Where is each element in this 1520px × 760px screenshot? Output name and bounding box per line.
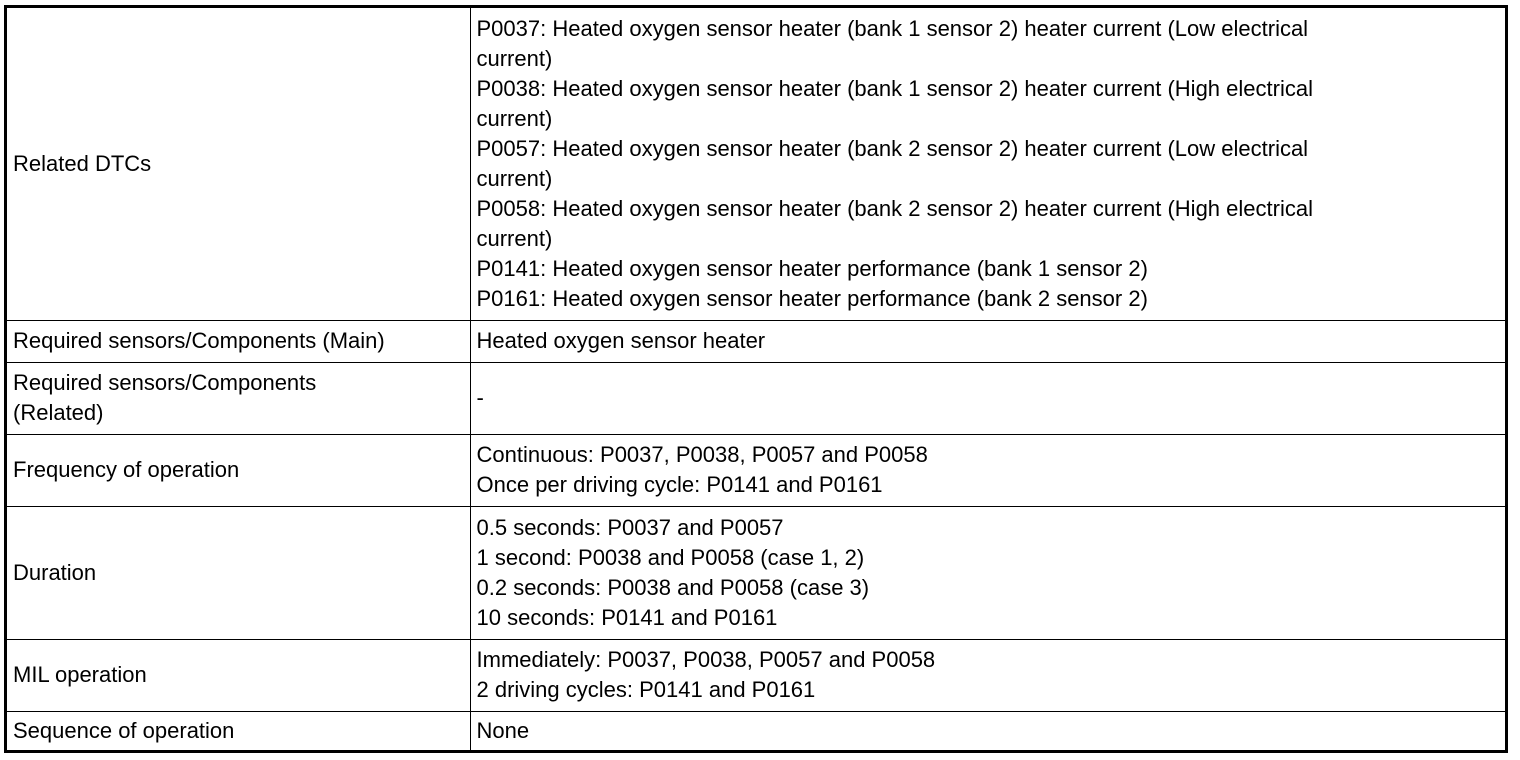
value-line: P0161: Heated oxygen sensor heater performance (bank 2 sensor 2) bbox=[476, 285, 1148, 311]
value-line: P0057: Heated oxygen sensor heater (bank 2 sensor 2) heater current (Low electrical bbox=[476, 135, 1309, 161]
label-line: (Related) bbox=[13, 400, 104, 425]
row-value bbox=[470, 320, 1505, 362]
value-line: current) bbox=[476, 225, 553, 251]
value-line: 1 second: P0038 and P0058 (case 1, 2) bbox=[476, 544, 865, 570]
table-row-required-main bbox=[7, 320, 1505, 362]
row-label: Related DTCs bbox=[7, 8, 470, 320]
table-row-frequency bbox=[7, 434, 1505, 506]
table-row-related-dtcs bbox=[7, 8, 1505, 320]
monitor-spec-table bbox=[7, 8, 1505, 750]
table-row-duration bbox=[7, 506, 1505, 639]
table-row-sequence bbox=[7, 711, 1505, 750]
row-label: Duration bbox=[7, 506, 470, 639]
row-value bbox=[470, 506, 1505, 639]
row-value bbox=[470, 434, 1505, 506]
label-line: Required sensors/Components bbox=[13, 370, 317, 395]
value-line: 2 driving cycles: P0141 and P0161 bbox=[476, 677, 816, 702]
value-line: P0058: Heated oxygen sensor heater (bank 2 sensor 2) heater current (High electrical bbox=[476, 195, 1313, 221]
value-line: P0038: Heated oxygen sensor heater (bank 1 sensor 2) heater current (High electrical bbox=[476, 75, 1313, 101]
value-line: 0.2 seconds: P0038 and P0058 (case 3) bbox=[476, 574, 870, 600]
value-line: Immediately: P0037, P0038, P0057 and P0058 bbox=[476, 647, 936, 672]
row-label: Sequence of operation bbox=[7, 711, 470, 750]
row-value bbox=[470, 8, 1505, 320]
value-line: P0141: Heated oxygen sensor heater performance (bank 1 sensor 2) bbox=[476, 255, 1148, 281]
spec-table-frame bbox=[4, 5, 1508, 753]
value-line: Once per driving cycle: P0141 and P0161 bbox=[476, 472, 883, 497]
value-line: current) bbox=[476, 165, 553, 191]
value-line: Continuous: P0037, P0038, P0057 and P0058 bbox=[476, 442, 928, 467]
row-value bbox=[470, 362, 1505, 434]
value-line: 10 seconds: P0141 and P0161 bbox=[476, 604, 778, 630]
row-value bbox=[470, 639, 1505, 711]
value-line: current) bbox=[476, 105, 553, 131]
row-label: Required sensors/Components (Main) bbox=[7, 320, 470, 362]
value-line: P0037: Heated oxygen sensor heater (bank 1 sensor 2) heater current (Low electrical bbox=[476, 15, 1309, 41]
row-label: Frequency of operation bbox=[7, 434, 470, 506]
value-line: - bbox=[476, 385, 484, 410]
table-row-mil-operation bbox=[7, 639, 1505, 711]
row-value bbox=[470, 711, 1505, 750]
value-line: None bbox=[476, 717, 530, 743]
value-line: 0.5 seconds: P0037 and P0057 bbox=[476, 514, 784, 540]
value-line: current) bbox=[476, 45, 553, 71]
table-row-required-related bbox=[7, 362, 1505, 434]
value-line: Heated oxygen sensor heater bbox=[476, 328, 766, 353]
row-label: MIL operation bbox=[7, 639, 470, 711]
row-label bbox=[7, 362, 470, 434]
